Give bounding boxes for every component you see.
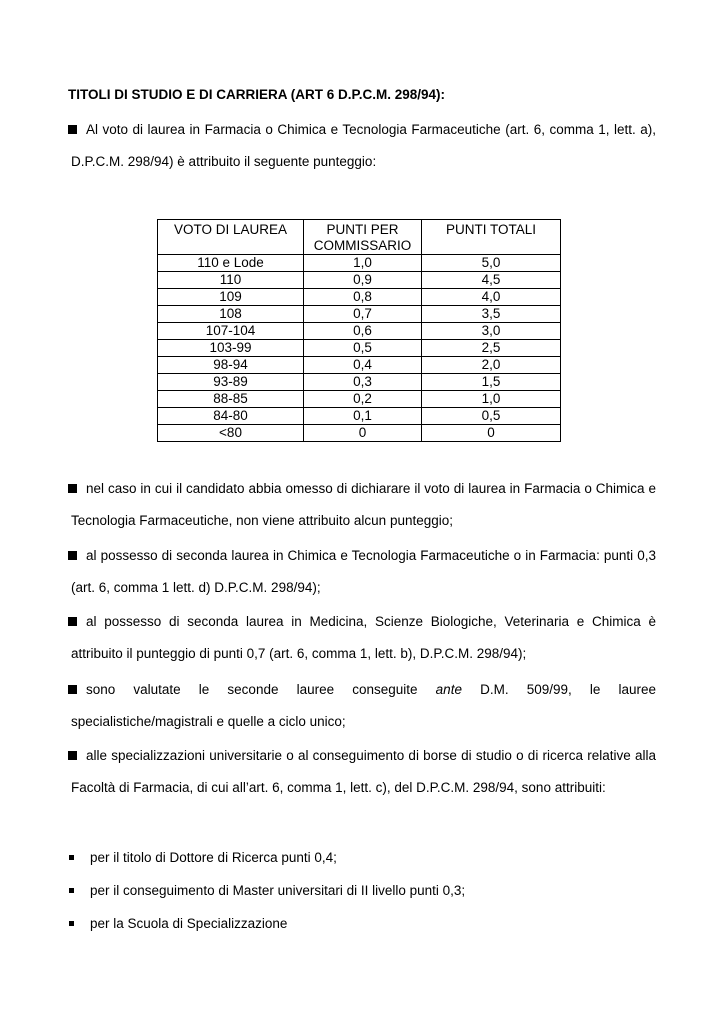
cell-punti-commissario: 0 (304, 425, 422, 442)
cell-punti-commissario: 0,7 (304, 306, 422, 323)
intro-paragraph (68, 114, 656, 177)
evaluated-text-pre: sono valutate le seconde lauree conseguite (86, 682, 436, 697)
second-degree-chem-text: al possesso di seconda laurea in Chimica e Tecnologia Farmaceutiche o in Farmacia: punti 0,3 (art. 6, comma 1 lett. d) D.P.C.M. 298/94); (71, 548, 656, 595)
cell-punti-commissario: 0,3 (304, 374, 422, 391)
cell-voto: 110 (158, 272, 304, 289)
table-row (158, 374, 561, 391)
cell-voto: <80 (158, 425, 304, 442)
cell-punti-totali: 3,0 (422, 323, 561, 340)
paragraph-omitted (68, 473, 656, 536)
table-row (158, 425, 561, 442)
cell-punti-commissario: 0,8 (304, 289, 422, 306)
paragraph-second-degree-chem (68, 540, 656, 603)
square-bullet-icon (68, 685, 77, 694)
table-row (158, 323, 561, 340)
sub-item-scuola (68, 914, 656, 934)
cell-voto: 108 (158, 306, 304, 323)
omitted-text: nel caso in cui il candidato abbia omesso di dichiarare il voto di laurea in Farmacia o Chimica e Tecnologia Farmaceutiche, non viene attribuito alcun punteggio; (71, 481, 656, 528)
header-punti-totali: PUNTI TOTALI (422, 220, 561, 255)
cell-voto: 98-94 (158, 357, 304, 374)
sub-item-text: per la Scuola di Specializzazione (90, 916, 288, 931)
cell-punti-totali: 2,5 (422, 340, 561, 357)
intro-text: Al voto di laurea in Farmacia o Chimica e Tecnologia Farmaceutiche (art. 6, comma 1, lett. a), D.P.C.M. 298/94) è attribuito il seguente punteggio: (71, 122, 656, 169)
sub-item-text: per il conseguimento di Master universitari di II livello punti 0,3; (90, 883, 466, 898)
cell-punti-totali: 4,5 (422, 272, 561, 289)
cell-voto: 84-80 (158, 408, 304, 425)
cell-punti-commissario: 0,9 (304, 272, 422, 289)
square-bullet-icon (68, 484, 77, 493)
cell-punti-totali: 2,0 (422, 357, 561, 374)
second-degree-med-text: al possesso di seconda laurea in Medicina, Scienze Biologiche, Veterinaria e Chimica è attribuito il punteggio di punti 0,7 (art. 6, comma 1, lett. b), D.P.C.M. 298/94); (71, 614, 656, 661)
paragraph-second-degree-med (68, 606, 656, 669)
paragraph-specializations (68, 740, 656, 803)
cell-punti-commissario: 0,6 (304, 323, 422, 340)
cell-voto: 109 (158, 289, 304, 306)
cell-punti-commissario: 0,1 (304, 408, 422, 425)
cell-punti-commissario: 0,5 (304, 340, 422, 357)
table-row (158, 272, 561, 289)
table-row (158, 391, 561, 408)
page-title: TITOLI DI STUDIO E DI CARRIERA (ART 6 D.P.C.M. 298/94): (68, 87, 446, 102)
cell-punti-totali: 1,0 (422, 391, 561, 408)
square-bullet-icon (68, 551, 77, 560)
cell-punti-totali: 3,5 (422, 306, 561, 323)
cell-voto: 88-85 (158, 391, 304, 408)
cell-punti-commissario: 0,4 (304, 357, 422, 374)
sub-item-text: per il titolo di Dottore di Ricerca punti 0,4; (90, 850, 337, 865)
square-bullet-icon (68, 617, 77, 626)
table-row (158, 255, 561, 272)
cell-voto: 110 e Lode (158, 255, 304, 272)
small-square-bullet-icon (69, 921, 74, 926)
paragraph-evaluated (68, 674, 656, 737)
table-row (158, 357, 561, 374)
cell-punti-totali: 4,0 (422, 289, 561, 306)
cell-punti-commissario: 1,0 (304, 255, 422, 272)
table-row (158, 289, 561, 306)
cell-voto: 107-104 (158, 323, 304, 340)
header-voto-di-laurea: VOTO DI LAUREA (158, 220, 304, 255)
cell-voto: 93-89 (158, 374, 304, 391)
table-header-row (158, 220, 561, 255)
grade-points-table (157, 219, 561, 442)
square-bullet-icon (68, 751, 77, 760)
specializations-text: alle specializzazioni universitarie o al conseguimento di borse di studio o di ricerca relative alla Facoltà di Farmacia, di cui all’art. 6, comma 1, lett. c), del D.P.C.M. 298/94, sono attribuiti: (71, 748, 656, 795)
table-row (158, 306, 561, 323)
table-row (158, 340, 561, 357)
small-square-bullet-icon (69, 888, 74, 893)
table-row (158, 408, 561, 425)
sub-item-dottore (68, 848, 656, 868)
cell-punti-totali: 1,5 (422, 374, 561, 391)
evaluated-text-italic: ante (435, 682, 462, 697)
cell-punti-totali: 0 (422, 425, 561, 442)
sub-item-master (68, 881, 656, 901)
cell-voto: 103-99 (158, 340, 304, 357)
evaluated-text-post: D.M. 509/99, le lauree specialistiche/magistrali e quelle a ciclo unico; (71, 682, 657, 729)
cell-punti-totali: 0,5 (422, 408, 561, 425)
square-bullet-icon (68, 125, 77, 134)
cell-punti-commissario: 0,2 (304, 391, 422, 408)
header-punti-per-commissario: PUNTI PER COMMISSARIO (304, 220, 422, 255)
small-square-bullet-icon (69, 855, 74, 860)
cell-punti-totali: 5,0 (422, 255, 561, 272)
